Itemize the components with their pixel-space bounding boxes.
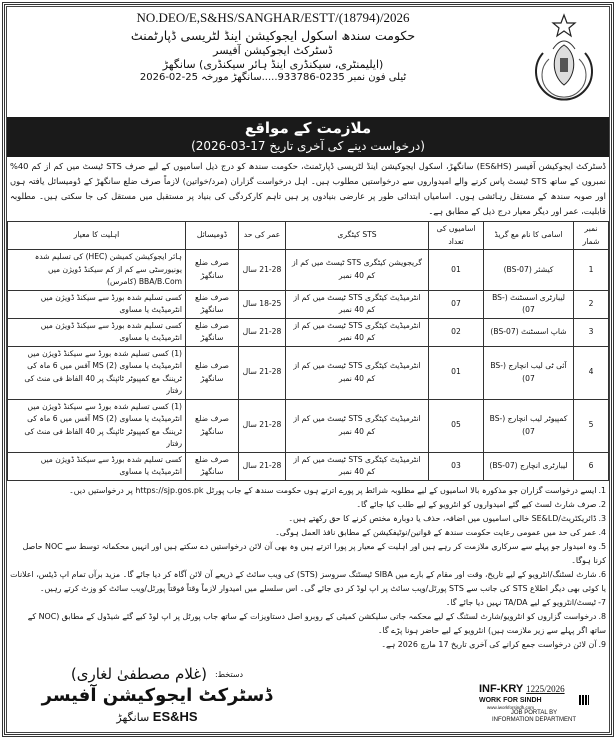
- header-qualification: اہلیت کا معیار: [8, 222, 186, 250]
- qualification: کسی تسلیم شدہ بورڈ سے سیکنڈ ڈویژن میں انٹرمیڈیٹ یا مساوی: [8, 318, 186, 346]
- stamp-line-2: INFORMATION DEPARTMENT: [492, 717, 576, 723]
- sts-category: انٹرمیڈیٹ کیٹگری STS ٹیسٹ میں کم از کم 40 نمبر: [286, 346, 429, 399]
- office-city: سانگھڑ: [116, 711, 150, 724]
- domicile: صرف ضلع سانگھڑ: [186, 452, 239, 480]
- sts-category: گریجویشن کیٹگری STS ٹیسٹ میں کم از کم 40 نمبر: [286, 250, 429, 291]
- office-name: ڈسٹرکٹ ایجوکیشن آفیسر: [213, 44, 333, 57]
- signatory-name: (غلام مصطفیٰ لغاری): [70, 665, 207, 683]
- note-number: 3.: [598, 513, 606, 523]
- post: آئی ٹی لیب انچارج (BS-07): [484, 346, 574, 399]
- stamp-url: www.iworkforsindh.com: [487, 705, 535, 710]
- count: 01: [429, 250, 484, 291]
- post: لیبارٹری انچارج (BS-07): [484, 452, 574, 480]
- age-limit: 21-28 سال: [239, 250, 286, 291]
- note-item: [10, 596, 606, 610]
- table-row: [8, 399, 609, 452]
- stamp-brand-row: [479, 695, 589, 705]
- serial: 3: [574, 318, 609, 346]
- qualification: (1) کسی تسلیم شدہ بورڈ سے سیکنڈ ڈویژن میں انٹرمیڈیٹ یا مساوی (2) MS آفس میں 6 ماہ کی ٹریننگ مع کمپیوٹر ٹائپنگ پر 40 الفاظ فی منٹ کی رفتار: [8, 346, 186, 399]
- signature-block: [27, 665, 287, 724]
- work-for-sindh-logo: WORK FOR SINDH: [479, 696, 542, 704]
- table-row: [8, 452, 609, 480]
- domicile: صرف ضلع سانگھڑ: [186, 318, 239, 346]
- note-item: [10, 526, 606, 540]
- note-number: 8.: [598, 611, 606, 621]
- note-number: 2.: [598, 499, 606, 509]
- table-row: [8, 318, 609, 346]
- note-number: 9.: [598, 639, 606, 649]
- table-row: [8, 250, 609, 291]
- banner-title: ملازمت کے مواقع: [244, 119, 372, 137]
- header-age-limit: عمر کی حد: [239, 222, 286, 250]
- note-text: وہ امیدوار جو پہلے سے سرکاری ملازمت کر رہے ہیں اور اہلیت کے معیار پر پورا اترتے ہیں وہ بھی آن لائن درخواستیں دے سکتے ہیں اور انہیں محکمانہ توسط سے NOC حاصل کرنا ہوگا۔: [22, 541, 606, 565]
- serial: 1: [574, 250, 609, 291]
- signatory-designation: ڈسٹرکٹ ایجوکیشن آفیسر: [41, 685, 273, 706]
- post: کیشئر (BS-07): [484, 250, 574, 291]
- job-opportunities-banner: [7, 117, 609, 157]
- sts-category: انٹرمیڈیٹ کیٹگری STS ٹیسٹ میں کم از کم 40 نمبر: [286, 452, 429, 480]
- intro-paragraph: ڈسٹرکٹ ایجوکیشن آفیسر (ES&HS) سانگھڑ، اسکول ایجوکیشن اینڈ لٹریسی ڈپارٹمنٹ، حکومت سندھ کو درج ذیل اسامیوں کے لیے صرف STS ٹیسٹ میں کم از کم 40% نمبروں کے ساتھ STS ٹیسٹ پاس کرنے والے امیدواروں سے درخواستیں مطلوب ہیں۔ اہل درخواست گزاران (مرد/خواتین) لازماً صرف ضلع سانگھڑ کے ڈومیسائل یافتہ ہوں اور صوبہ سندھ کے مستقل رہائشی ہوں۔ اسامیاں ابتدائی طور پر عارضی بنیادوں پر ہیں تاہم کارکردگی کی بنیاد پر مستقبل میں مستقل کی جا سکتی ہیں۔ مطلوبہ قابلیت، عمر اور دیگر معیار درج ذیل کے مطابق ہے۔: [10, 161, 606, 216]
- sts-category: انٹرمیڈیٹ کیٹگری STS ٹیسٹ میں کم از کم 40 نمبر: [286, 318, 429, 346]
- note-text: شارٹ لسٹنگ/انٹرویو کے لیے تاریخ، وقت اور مقام کے بارے میں SIBA ٹیسٹنگ سروسز (STS) کی ویب سائٹ کے ذریعے آن لائن آگاہ کر دیا جائے گا۔ مزید برآں تمام اپ ڈیٹس، اعلانات یا کوئی بھی دیگر اطلاع STS کی جانب سے STS پورٹل/ویب سائٹ پر اپ لوڈ کر دی جائے گی۔ اس سلسلے میں امیدوار لازماً وقتاً فوقتاً پورٹل/ویب سائٹ کو وزٹ کرتے رہیں۔: [10, 569, 606, 593]
- terms-and-conditions: [7, 481, 609, 652]
- header-post: اسامی کا نام مع گریڈ: [484, 222, 574, 250]
- sts-category: انٹرمیڈیٹ کیٹگری STS ٹیسٹ میں کم از کم 40 نمبر: [286, 399, 429, 452]
- serial: 6: [574, 452, 609, 480]
- post: شاپ اسسٹنٹ (BS-07): [484, 318, 574, 346]
- qualification: (1) کسی تسلیم شدہ بورڈ سے سیکنڈ ڈویژن میں انٹرمیڈیٹ یا مساوی (2) MS آفس میں 6 ماہ کی ٹریننگ مع کمپیوٹر ٹائپنگ پر 40 الفاظ فی منٹ کی رفتار: [8, 399, 186, 452]
- note-number: 5.: [598, 541, 606, 551]
- age-limit: 21-28 سال: [239, 346, 286, 399]
- wing-name: (ایلیمنٹری، سیکنڈری اینڈ ہائر سیکنڈری) سانگھڑ: [162, 58, 384, 71]
- table-header-row: [8, 222, 609, 250]
- info-department-stamp: [479, 683, 589, 724]
- note-text: عمر کی حد میں عمومی رعایت حکومت سندھ کے قوانین/نوٹیفکیشن کے مطابق نافذ العمل ہوگی۔: [275, 527, 597, 537]
- note-text: صرف شارٹ لسٹ کیے گئے امیدواروں کو انٹرویو کے لیے طلب کیا جائے گا۔: [356, 499, 597, 509]
- count: 01: [429, 346, 484, 399]
- note-text: آن لائن درخواست جمع کرانے کی آخری تاریخ 17 مارچ 2026 ہے۔: [381, 639, 597, 649]
- header-count: اسامیوں کی تعداد: [429, 222, 484, 250]
- signatory-office: [27, 709, 287, 724]
- count: 05: [429, 399, 484, 452]
- domicile: صرف ضلع سانگھڑ: [186, 290, 239, 318]
- header-sts-category: STS کیٹگری: [286, 222, 429, 250]
- advertisement-frame: [2, 2, 614, 737]
- serial: 5: [574, 399, 609, 452]
- stamp-line-1: JOB PORTAL BY: [510, 710, 558, 716]
- note-item: [10, 498, 606, 512]
- header-domicile: ڈومیسائل: [186, 222, 239, 250]
- note-number: 6.: [598, 569, 606, 579]
- note-text: ڈائریکٹریٹ/SE&LD خالی اسامیوں میں اضافہ، حذف یا دوبارہ مختص کرنے کا حق رکھتے ہیں۔: [288, 513, 597, 523]
- note-text: ٹیسٹ/انٹرویو کے لیے TA/DA نہیں دیا جائے گا۔: [445, 597, 597, 607]
- signature-label: دستخط:: [214, 669, 244, 679]
- count: 07: [429, 290, 484, 318]
- note-item: [10, 484, 606, 498]
- qualification: کسی تسلیم شدہ بورڈ سے سیکنڈ ڈویژن میں انٹرمیڈیٹ یا مساوی: [8, 452, 186, 480]
- deadline-subtitle: (درخواست دینے کی آخری تاریخ 17-03-2026): [191, 139, 425, 153]
- table-row: [8, 290, 609, 318]
- header-serial: نمبر شمار: [574, 222, 609, 250]
- note-number: 4.: [598, 527, 606, 537]
- advertisement: [6, 6, 610, 733]
- post: لیبارٹری اسسٹنٹ (BS-07): [484, 290, 574, 318]
- note-item: [10, 638, 606, 652]
- serial: 4: [574, 346, 609, 399]
- vacancies-table: [7, 221, 609, 481]
- stamp-number: 1225/2026: [526, 684, 565, 694]
- count: 03: [429, 452, 484, 480]
- note-text: درخواست گزاروں کو انٹرویو/شارٹ لسٹنگ کے لیے محکمہ جاتی سلیکشن کمیٹی کے روبرو اصل دستاویزات کے ساتھ جاب پورٹل پر اپ لوڈ کیے گئے شیڈول کے مطابق (NOC کے ساتھ اگر پہلے سے زیر ملازمت ہیں) انٹرویو کے لیے حاضر ہونا پڑے گا۔: [27, 611, 606, 635]
- qr-code-icon: [579, 695, 589, 705]
- note-number: 1.: [598, 485, 606, 495]
- note-item: [10, 540, 606, 568]
- signature-row: [27, 665, 287, 683]
- stamp-code: [479, 683, 589, 695]
- age-limit: 21-28 سال: [239, 452, 286, 480]
- age-limit: 18-25 سال: [239, 290, 286, 318]
- note-item: [10, 610, 606, 638]
- qualification: ہائر ایجوکیشن کمیشن (HEC) کی تسلیم شدہ یونیورسٹی سے کم از کم سیکنڈ ڈویژن میں BBA/B.Com (کامرس): [8, 250, 186, 291]
- advertisement-footer: [7, 659, 609, 732]
- note-number: 7-: [598, 597, 606, 607]
- count: 02: [429, 318, 484, 346]
- post: کمپیوٹر لیب انچارج (BS-07): [484, 399, 574, 452]
- sindh-government-crest-icon: [533, 13, 595, 113]
- note-item: [10, 568, 606, 596]
- letterhead: [7, 7, 609, 117]
- note-text: ایسے درخواست گزاران جو مذکورہ بالا اسامیوں کے لیے مطلوبہ شرائط پر پورے اترتے ہوں حکومت سندھ کے جاب پورٹل https://sjp.gos.pk پر درخواستیں دیں۔: [69, 485, 597, 495]
- serial: 2: [574, 290, 609, 318]
- contact-line: ٹیلی فون نمبر 0235-933786.....سانگھڑ مورخہ 25-02-2026: [139, 72, 407, 83]
- note-item: [10, 512, 606, 526]
- qualification: کسی تسلیم شدہ بورڈ سے سیکنڈ ڈویژن میں انٹرمیڈیٹ یا مساوی: [8, 290, 186, 318]
- table-row: [8, 346, 609, 399]
- domicile: صرف ضلع سانگھڑ: [186, 250, 239, 291]
- office-code: ES&HS: [152, 709, 198, 724]
- reference-number: NO.DEO/E,S&HS/SANGHAR/ESTT/(18794)/2026: [136, 10, 410, 25]
- stamp-code-text: INF-KRY: [479, 683, 523, 695]
- age-limit: 21-28 سال: [239, 399, 286, 452]
- domicile: صرف ضلع سانگھڑ: [186, 346, 239, 399]
- domicile: صرف ضلع سانگھڑ: [186, 399, 239, 452]
- age-limit: 21-28 سال: [239, 318, 286, 346]
- department-name: حکومت سندھ اسکول ایجوکیشن اینڈ لٹریسی ڈپارٹمنٹ: [130, 28, 416, 43]
- sts-category: انٹرمیڈیٹ کیٹگری STS ٹیسٹ میں کم از کم 40 نمبر: [286, 290, 429, 318]
